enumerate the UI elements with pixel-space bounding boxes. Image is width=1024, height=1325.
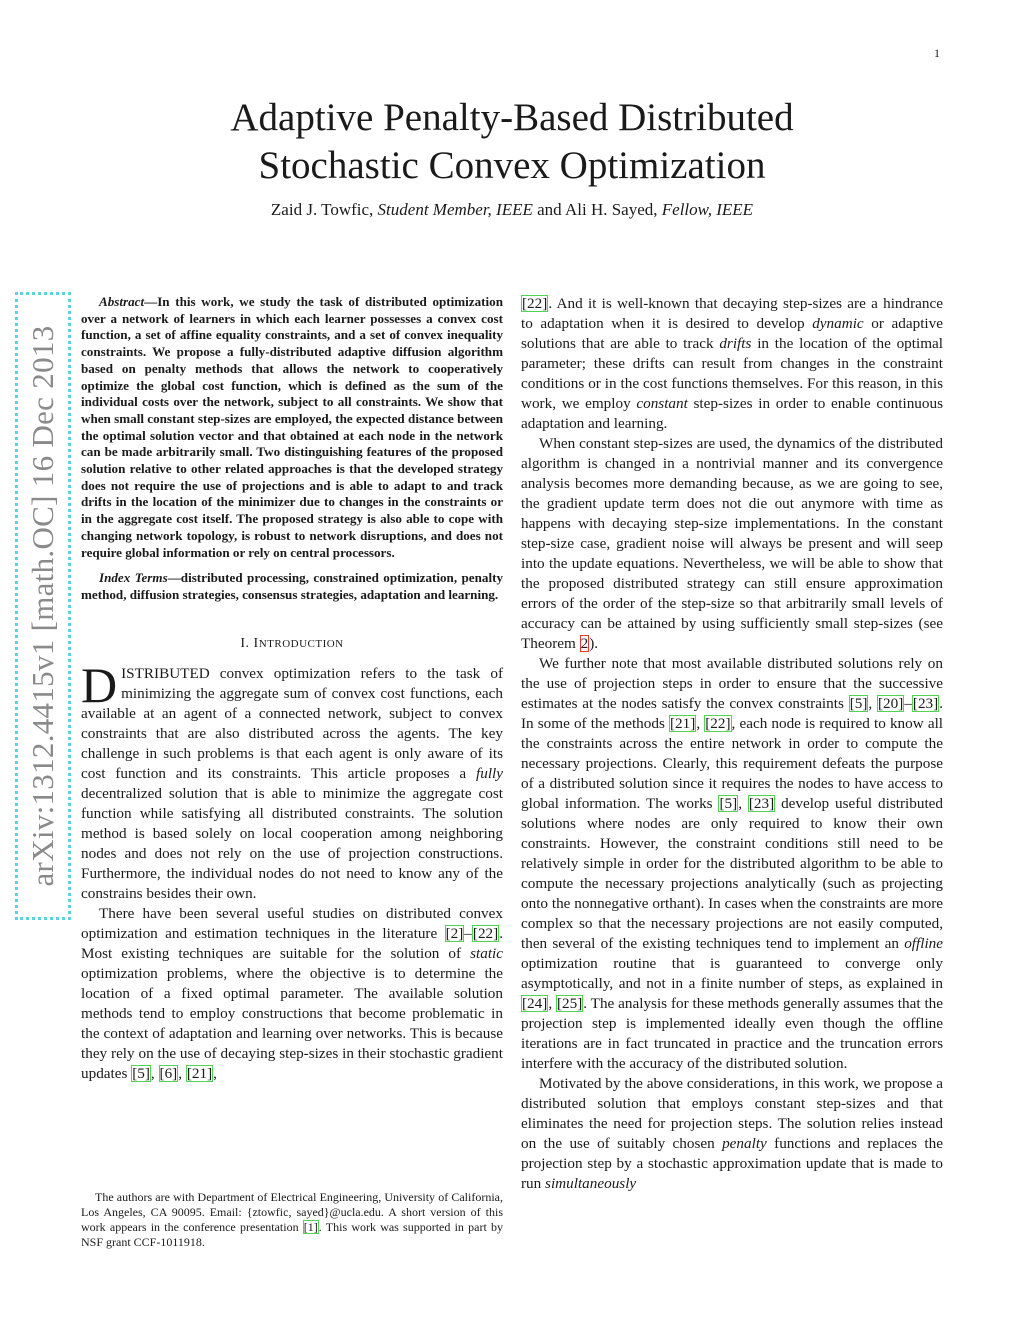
citation-link[interactable]: [23] bbox=[912, 695, 939, 712]
text-run: optimization problems, where the objective is to determine the location of a fixed optimal parameter. The available solution methods tend to employ constructions that become problematic in the context of adaptation and learning over networks. This is because they rely on the use of decaying step-sizes in their stochastic gradient updates bbox=[81, 964, 503, 1082]
author-2-role: Fellow, IEEE bbox=[661, 200, 754, 219]
title-line-1: Adaptive Penalty-Based Distributed bbox=[230, 96, 794, 139]
text-run: , bbox=[178, 1064, 186, 1082]
citation-link[interactable]: [22] bbox=[522, 295, 548, 312]
citation-link[interactable]: [24] bbox=[522, 995, 548, 1012]
emphasis: simultaneously bbox=[545, 1175, 637, 1192]
emphasis: dynamic bbox=[812, 315, 864, 332]
author-1-role: Student Member, IEEE bbox=[377, 200, 533, 219]
left-column bbox=[81, 294, 503, 1084]
emphasis: static bbox=[470, 944, 503, 962]
citation-link[interactable]: [2] bbox=[445, 924, 464, 942]
text-run: step-sizes in order to enable continuous adaptation and learning. bbox=[521, 395, 943, 432]
emphasis: penalty bbox=[722, 1135, 767, 1152]
text-run: . And it is well-known that decaying step-sizes are a hindrance to adaptation when it is desired to develop bbox=[521, 295, 943, 332]
abstract-lead: Abstract bbox=[99, 294, 145, 309]
index-terms-lead: Index Terms bbox=[99, 570, 168, 586]
section-rest: NTRODUCTION bbox=[258, 637, 344, 650]
text-run: There have been several useful studies on distributed convex optimization and estimation techniques in the literature bbox=[81, 904, 503, 942]
text-run: The authors are with Department of Electrical Engineering, University of California, Los Angeles, CA 90095. Email: {ztowfic, sayed}@ucla.edu. A short version of this work appears in the conference presentation bbox=[81, 1190, 503, 1234]
text-run: , each node is required to know all the constraints across the entire network in order to compute the necessary projections. Clearly, this requirement defeats the purpose of a distributed solution since it requires the nodes to have access to global information. The works bbox=[521, 715, 944, 812]
emphasis: fully bbox=[476, 764, 503, 782]
title-line-2: Stochastic Convex Optimization bbox=[258, 144, 766, 187]
citation-link[interactable]: [22] bbox=[472, 924, 499, 942]
emphasis: drifts bbox=[719, 335, 752, 352]
page-number: 1 bbox=[934, 46, 940, 60]
text-run: decentralized solution that is able to minimize the aggregate cost function while satisfying all distributed constraints. The solution method is based solely on local cooperation among neighboring nodes and does not rely on the use of projection constructions. Furthermore, the individual nodes do not need to know any of the constrains besides their own. bbox=[81, 784, 503, 902]
text-run: . In some of the methods bbox=[521, 695, 944, 732]
text-run: . Most existing techniques are suitable for the solution of bbox=[81, 924, 503, 962]
index-terms-text: —distributed processing, constrained optimization, penalty method, diffusion strategies, consensus strategies, adaptation and learning. bbox=[81, 570, 503, 602]
section-numeral: I. bbox=[240, 635, 254, 651]
text-run: functions and replaces the projection step by a stochastic approximation update that is made to run bbox=[521, 1135, 943, 1192]
text-run: . The analysis for these methods generally assumes that the projection step is implemented ideally even though the offline iterations are in fact truncated in practice and the truncation errors interfere with the accuracy of the distributed solution. bbox=[521, 995, 943, 1072]
text-run: When constant step-sizes are used, the dynamics of the distributed algorithm is changed in a nontrivial manner and its convergence analysis becomes more demanding because, as we are going to see, the gradient update term does not die out anymore with time as happens with decaying step-size implementations. In the constant step-size case, gradient noise will always be present and will seep into the update equations. Nevertheless, we will be able to show that the proposed distributed strategy can still ensure approximation errors of the order of the step-size so that arbitrarily small levels of accuracy can be attained by using sufficiently small step-sizes (see Theorem bbox=[521, 435, 943, 652]
intro-paragraph-1 bbox=[81, 656, 503, 904]
citation-link[interactable]: [5] bbox=[132, 1064, 150, 1082]
right-paragraph-2 bbox=[521, 434, 943, 654]
index-terms bbox=[81, 570, 503, 603]
text-run: Motivated by the above considerations, in this work, we propose a distributed solution that employs constant step-sizes and that eliminates the need for projection steps. The solution relies instead on the use of suitably chosen bbox=[521, 1075, 943, 1152]
right-column bbox=[521, 294, 943, 1194]
text-run: – bbox=[464, 924, 472, 942]
theorem-link[interactable]: 2 bbox=[580, 635, 589, 652]
citation-link[interactable]: [6] bbox=[159, 1064, 178, 1082]
text-run: , bbox=[738, 795, 748, 812]
citation-link[interactable]: [23] bbox=[748, 795, 775, 812]
arxiv-stamp-text: arXiv:1312.4415v1 [math.OC] 16 Dec 2013 bbox=[25, 325, 60, 887]
text-run: We further note that most available distributed solutions rely on the use of projection steps in order to ensure that the successive estimates at the nodes satisfy the convex constraints bbox=[521, 655, 943, 712]
abstract bbox=[81, 294, 503, 561]
citation-link[interactable]: [22] bbox=[705, 715, 731, 732]
author-1-name: Zaid J. Towfic, bbox=[270, 200, 378, 219]
abstract-text: —In this work, we study the task of distributed optimization over a network of learners in which each learner possesses a convex cost function, a set of affine equality constraints, and a set of convex inequality constraints. We propose a fully-distributed adaptive diffusion algorithm based on penalty methods that allows the network to cooperatively optimize the global cost function, which is defined as the sum of the individual costs over the network, subject to all constraints. We show that when small constant step-sizes are employed, the expected distance between the optimal solution vector and that obtained at each node in the network can be made arbitrarily small. Two distinguishing features of the proposed solution relative to other related approaches is that the developed strategy does not require the use of projections and is able to adapt to and track drifts in the location of the minimizer due to changes in the constraints or in the aggregate cost itself. The proposed strategy is also able to cope with changing network topology, is robust to network disruptions, and does not require global information or rely on central processors. bbox=[81, 294, 503, 560]
citation-link[interactable]: [5] bbox=[719, 795, 738, 812]
section-heading-introduction bbox=[81, 634, 503, 654]
paper-title bbox=[0, 94, 1024, 190]
citation-link[interactable]: [21] bbox=[186, 1064, 213, 1082]
text-run: optimization routine that is guaranteed to converge only asymptotically, and not in a finite number of steps, as explained in bbox=[521, 955, 943, 992]
right-paragraph-1 bbox=[521, 294, 943, 434]
text-run: ISTRIBUTED convex optimization refers to the task of minimizing the aggregate sum of convex cost functions, each available at an agent of a connected network, subject to convex constraints that are also distributed across the agents. The key challenge in such problems is that each agent is only aware of its cost function and its constraints. This article proposes a bbox=[81, 664, 503, 782]
emphasis: offline bbox=[904, 935, 943, 952]
text-run: . This work was supported in part by NSF grant CCF-1011918. bbox=[81, 1220, 503, 1249]
text-run: or adaptive solutions that are able to track bbox=[521, 315, 943, 352]
right-paragraph-4 bbox=[521, 1074, 943, 1194]
right-paragraph-3 bbox=[521, 654, 943, 1074]
text-run: , bbox=[548, 995, 556, 1012]
footnote bbox=[81, 1190, 503, 1250]
author-connector: and Ali H. Sayed, bbox=[532, 200, 662, 219]
text-run: ). bbox=[589, 635, 599, 652]
arxiv-stamp bbox=[15, 292, 71, 920]
citation-link[interactable]: [20] bbox=[878, 695, 904, 712]
drop-cap: D bbox=[81, 656, 118, 713]
text-run: in the location of the optimal parameter; these drifts can result from changes in the constraint conditions or in the cost functions themselves. For this reason, in this work, we employ bbox=[521, 335, 943, 412]
emphasis: constant bbox=[636, 395, 688, 412]
text-run: – bbox=[904, 695, 912, 712]
author-line bbox=[0, 200, 1024, 220]
text-run: , bbox=[868, 695, 877, 712]
intro-paragraph-2 bbox=[81, 904, 503, 1084]
text-run: , bbox=[150, 1064, 159, 1082]
section-first-letter: I bbox=[253, 635, 259, 651]
text-run: , bbox=[696, 715, 705, 732]
citation-link[interactable]: [25] bbox=[556, 995, 583, 1012]
citation-link[interactable]: [1] bbox=[303, 1220, 318, 1234]
text-run: develop useful distributed solutions where nodes are only required to know their own constraints. However, the constraint conditions still need to be relatively simple in order for the distributed algorithm to be able to compute the necessary projections analytically (such as projecting onto the nonnegative orthant). In cases when the constraints are more complex so that the necessary projections are not easily computed, then several of the existing techniques tend to implement an bbox=[521, 795, 944, 952]
citation-link[interactable]: [21] bbox=[670, 715, 696, 732]
text-run: , bbox=[213, 1064, 217, 1082]
citation-link[interactable]: [5] bbox=[849, 695, 868, 712]
